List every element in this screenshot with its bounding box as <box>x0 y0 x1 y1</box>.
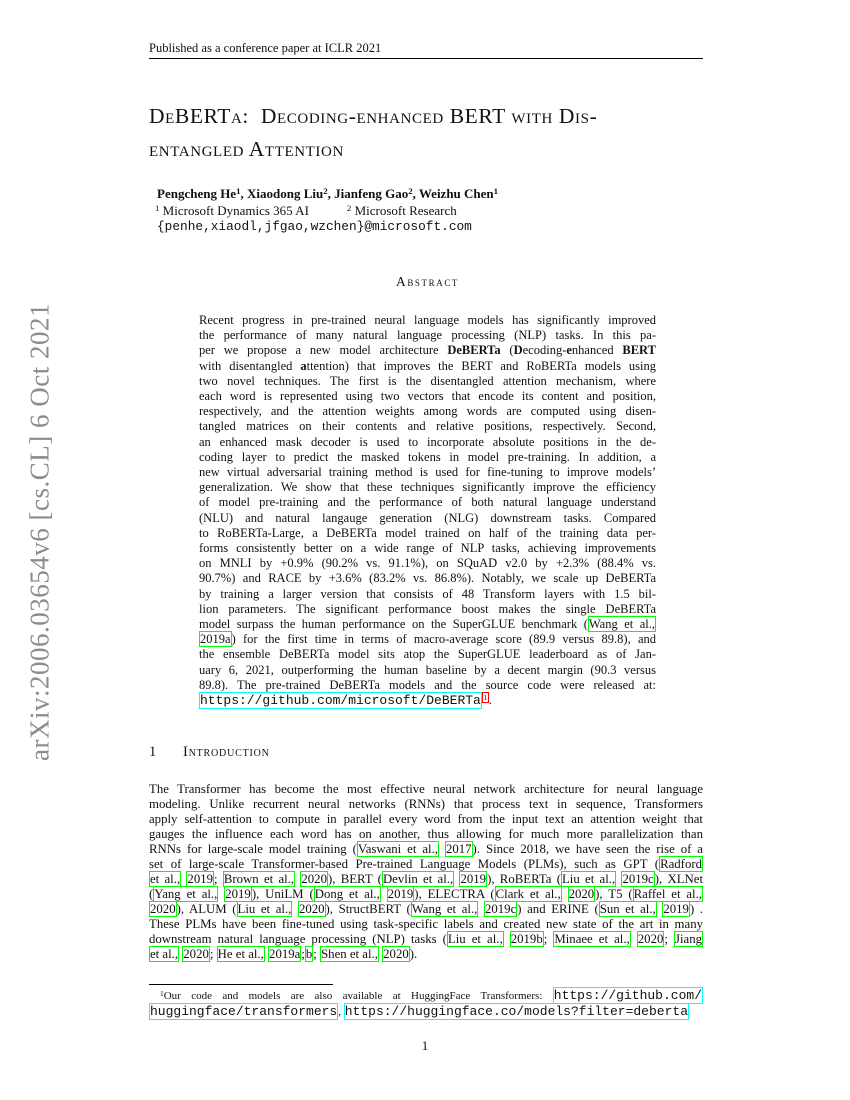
text-segment: of model pre-training and the performance of both natural language understand <box>199 495 656 510</box>
citation-link[interactable]: Radford <box>660 857 702 871</box>
citation-link[interactable]: Jiang <box>675 932 703 946</box>
citation-link[interactable]: 2017 <box>445 842 472 856</box>
arxiv-watermark: arXiv:2006.03654v6 [cs.CL] 6 Oct 2021 <box>24 303 55 761</box>
text-segment: model surpass the human performance on the SuperGLUE benchmark ( <box>199 617 588 632</box>
text-segment: ; <box>209 947 217 961</box>
citation-link[interactable]: et al., <box>150 947 179 961</box>
text-segment: ) and ERINE ( <box>517 902 599 916</box>
text-line <box>199 328 656 343</box>
bold-text: a <box>300 358 307 373</box>
text-segment: ). Since 2018, we have seen the rise of a <box>472 842 703 856</box>
citation-link[interactable]: 2020 <box>383 947 409 961</box>
text-line <box>149 872 703 887</box>
bold-text: e <box>566 343 572 358</box>
bold-text: D <box>513 343 523 358</box>
text-line <box>149 812 703 827</box>
superscript: 1 <box>155 203 160 214</box>
text-segment: ; <box>301 947 305 961</box>
header-rule <box>149 58 703 59</box>
text-line <box>199 693 656 709</box>
superscript: 2 <box>408 186 413 197</box>
text-segment: , Xiaodong Liu <box>240 186 324 201</box>
citation-link[interactable]: Brown et al., <box>223 872 295 886</box>
text-segment: Microsoft Research <box>351 203 457 218</box>
text-line <box>199 617 656 632</box>
text-line <box>149 842 703 857</box>
text-segment: ), T5 ( <box>595 887 633 901</box>
text-segment: . <box>488 693 492 708</box>
citation-link[interactable]: 2020 <box>568 887 595 901</box>
text-line <box>149 932 703 947</box>
text-line <box>199 419 656 434</box>
citation-link[interactable]: Liu et al., <box>237 902 292 916</box>
text-line <box>199 511 656 526</box>
citation-link[interactable]: Clark et al., <box>495 887 561 901</box>
text-line <box>149 797 703 812</box>
citation-link[interactable]: Liu et al., <box>447 932 503 946</box>
text-segment: Recent progress in pre-trained neural language models has significantly improved <box>199 313 656 327</box>
text-segment: RNNs for large-scale model training ( <box>149 842 357 856</box>
text-segment: ; <box>543 932 554 946</box>
text-segment: ) . <box>689 902 703 916</box>
citation-link[interactable]: Dong et al., <box>314 887 380 901</box>
citation-link[interactable]: 2019b <box>510 932 543 946</box>
text-segment: nhanced <box>571 343 623 358</box>
text-segment: , Jianfeng Gao <box>327 186 409 201</box>
url-link[interactable]: https://github.com/microsoft/DeBERTa <box>200 693 481 709</box>
text-line <box>199 465 656 480</box>
text-segment: (NLU) and natural langauge generation (NLG) downstream tasks. Compared <box>199 510 656 525</box>
citation-link[interactable]: Wang et al., <box>411 902 478 916</box>
text-segment: lion parameters. The significant performance boost makes the single DeBERTa <box>199 601 656 616</box>
text-segment: ( <box>149 887 154 901</box>
superscript: 2 <box>323 186 328 197</box>
text-segment: tangled matrices on their contents and relative positions, respectively. Second, <box>199 419 656 434</box>
conference-header: Published as a conference paper at ICLR 2021 <box>149 41 382 55</box>
citation-link[interactable]: 2020 <box>183 947 209 961</box>
citation-link[interactable]: Sun et al., <box>599 902 656 916</box>
bold-text: BERT <box>622 343 656 358</box>
citation-link[interactable]: 2019 <box>187 872 214 886</box>
text-line <box>199 495 656 510</box>
text-segment: by training a larger version that consists of 48 Transform layers with 1.5 bil- <box>199 586 656 601</box>
citation-link[interactable]: et al., <box>150 872 181 886</box>
text-segment <box>381 887 387 901</box>
citation-link[interactable]: 2020 <box>637 932 664 946</box>
text-line <box>199 632 656 647</box>
superscript: 2 <box>346 203 352 214</box>
text-line <box>199 435 656 450</box>
citation-link[interactable]: Raffel et al., <box>633 887 703 901</box>
page-number: 1 <box>421 1038 429 1053</box>
bold-text: DeBERTa <box>447 343 501 358</box>
introduction-paragraph <box>149 782 703 962</box>
text-line <box>149 857 703 872</box>
text-segment: per we propose a new model architecture <box>199 343 448 358</box>
citation-link[interactable]: 2019 <box>387 887 414 901</box>
text-segment: ttention) that improves the BERT and RoBERTa models using <box>306 358 656 373</box>
citation-link[interactable]: Minaee et al., <box>554 932 630 946</box>
text-line <box>199 480 656 495</box>
text-segment: each word is represented using two vectors that encode its content and position, <box>199 389 656 404</box>
text-line <box>149 902 703 917</box>
citation-link[interactable]: 2019 <box>460 872 487 886</box>
text-segment: uary 6, 2021, outperforming the human baseline by a decent margin (90.3 versus <box>199 662 656 677</box>
text-segment: forms consistently better on a wide range of NLP tasks, achieving improvements <box>199 541 656 556</box>
text-segment: ), XLNet <box>654 872 704 886</box>
citation-link[interactable]: Yang et al., <box>154 887 218 901</box>
text-segment: ( <box>500 343 514 358</box>
text-segment: ; <box>664 932 674 946</box>
text-segment: Microsoft Dynamics 365 AI <box>159 203 309 218</box>
citation-link[interactable]: 2019a <box>200 632 231 647</box>
text-segment <box>562 887 568 901</box>
abstract-body <box>199 313 656 709</box>
citation-link[interactable]: b <box>305 947 313 961</box>
citation-link[interactable]: Liu et al., <box>561 872 616 886</box>
text-line <box>199 647 656 662</box>
text-segment <box>631 932 637 946</box>
text-segment: ), StructBERT ( <box>325 902 411 916</box>
text-segment: respectively, and the attention weights among words are computed using disen- <box>199 404 656 419</box>
footnote <box>149 989 703 1019</box>
text-line <box>199 450 656 465</box>
footnote-rule <box>149 984 333 985</box>
text-line <box>199 541 656 556</box>
text-segment: 90.7%) and RACE by +3.6% (83.2% vs. 86.8%). Notably, we scale up DeBERTa <box>199 571 656 586</box>
citation-link[interactable]: 2019a <box>269 947 301 961</box>
text-line <box>199 678 656 693</box>
text-line <box>199 389 656 404</box>
superscript: 1 <box>493 186 499 197</box>
text-segment: ) for the first time in terms of macro-average score (89.9 versus 89.8), and <box>231 632 656 647</box>
text-segment: ; <box>214 872 223 886</box>
author-emails: {penhe,xiaodl,jfgao,wzchen}@microsoft.com <box>157 219 472 234</box>
paper-title-line1: DeBERTa: Decoding-enhanced BERT with Dis- <box>149 104 598 128</box>
text-segment: ), UniLM ( <box>251 887 314 901</box>
text-segment: ; <box>313 947 321 961</box>
text-segment: The Transformer has become the most effective neural network architecture for neural language <box>149 782 703 796</box>
text-segment: , <box>338 1005 344 1018</box>
text-line <box>199 587 656 602</box>
url-link[interactable]: huggingface/transformers <box>150 1003 338 1019</box>
text-line <box>199 663 656 678</box>
section-number: 1 <box>149 744 157 760</box>
author-names <box>157 186 498 202</box>
text-line <box>149 782 703 797</box>
text-line <box>149 917 703 932</box>
text-segment: ), RoBERTa ( <box>487 872 561 886</box>
text-segment: ), ALUM ( <box>176 902 237 916</box>
citation-link[interactable]: 2019c <box>622 872 654 886</box>
text-segment: Pengcheng He <box>157 186 237 201</box>
text-segment: ). <box>409 947 418 961</box>
superscript: 1 <box>236 186 241 197</box>
text-segment: ), BERT ( <box>327 872 382 886</box>
citation-link[interactable]: 2019 <box>663 902 689 916</box>
superscript: 1 <box>160 988 164 998</box>
text-segment <box>504 932 510 946</box>
text-segment: two novel techniques. The first is the disentangled attention mechanism, where <box>199 373 656 388</box>
text-line <box>149 947 703 962</box>
citation-link[interactable]: He et al., <box>217 947 264 961</box>
text-segment: with disentangled <box>199 358 301 373</box>
text-segment: on MNLI by +0.9% (90.2% vs. 91.1%), on SQuAD v2.0 by +2.3% (88.4% vs. <box>199 556 656 571</box>
text-segment: Our code and models are also available at HuggingFace Transformers: <box>163 990 553 1002</box>
text-segment: downstream natural language processing (NLP) tasks ( <box>149 932 447 946</box>
text-line <box>199 571 656 586</box>
citation-link[interactable]: 2019 <box>225 887 251 901</box>
citation-link[interactable]: 2019c <box>484 902 517 916</box>
citation-link[interactable]: Vaswani et al., <box>357 842 438 856</box>
text-segment: the ensemble DeBERTa model sits atop the SuperGLUE leaderboard as of Jan- <box>199 647 656 662</box>
text-segment: the performance of many natural language processing (NLP) tasks. In this pa- <box>199 328 656 343</box>
text-segment: gauges the influence each word has on another, thus allowing for much more parallelization than <box>149 827 703 841</box>
text-line <box>199 526 656 541</box>
section-heading-introduction <box>149 744 270 761</box>
text-segment: , Weizhu Chen <box>412 186 494 201</box>
paper-title <box>149 100 714 166</box>
abstract-heading: Abstract <box>395 274 460 289</box>
text-segment: These PLMs have been fine-tuned using task-specific labels and created new state of the art in many <box>149 917 703 931</box>
citation-link[interactable]: 2020 <box>298 902 325 916</box>
text-segment: new virtual adversarial training method is used for fine-tuning to improve models’ <box>199 465 656 480</box>
citation-link[interactable]: 2020 <box>301 872 327 886</box>
text-line <box>199 602 656 617</box>
url-link[interactable]: https://github.com/ <box>553 988 702 1003</box>
paper-title-line2: entangled Attention <box>149 137 344 161</box>
citation-link[interactable]: Wang et al., <box>588 617 655 632</box>
citation-link[interactable]: 2020 <box>150 902 176 916</box>
text-line <box>199 343 656 358</box>
text-segment: apply self-attention to compute in parallel every word from the input text an attention weight that <box>149 812 703 826</box>
text-segment: 89.8). The pre-trained DeBERTa models and the source code were released at: <box>199 677 656 692</box>
footnote-ref[interactable]: 1 <box>483 693 488 703</box>
text-segment: an enhanced mask decoder is used to incorporate absolute positions in the de- <box>199 434 656 449</box>
citation-link[interactable]: Devlin et al., <box>382 872 454 886</box>
text-line <box>149 887 703 902</box>
text-segment: ), ELECTRA ( <box>414 887 495 901</box>
section-label: Introduction <box>183 744 270 760</box>
text-line <box>149 827 703 842</box>
url-link[interactable]: https://huggingface.co/models?filter=deberta <box>344 1003 688 1019</box>
text-segment: set of large-scale Transformer-based Pre-trained Language Models (PLMs), such as GPT ( <box>149 857 660 871</box>
text-segment: coding layer to predict the masked tokens in model pre-training. In addition, a <box>199 449 656 464</box>
text-line <box>199 313 656 328</box>
text-line <box>199 374 656 389</box>
text-segment: generalization. We show that these techniques significantly improve the efficiency <box>199 480 656 495</box>
text-segment: modeling. Unlike recurrent neural networks (RNNs) that process text in sequence, Transformers <box>149 797 703 811</box>
citation-link[interactable]: Shen et al., <box>321 947 378 961</box>
text-line <box>199 556 656 571</box>
author-affiliations <box>155 203 457 219</box>
text-line <box>199 359 656 374</box>
text-segment: ecoding- <box>522 343 567 358</box>
text-line <box>199 404 656 419</box>
text-segment: to RoBERTa-Large, a DeBERTa model trained on half of the training data per- <box>199 525 656 540</box>
text-line <box>149 1005 703 1020</box>
